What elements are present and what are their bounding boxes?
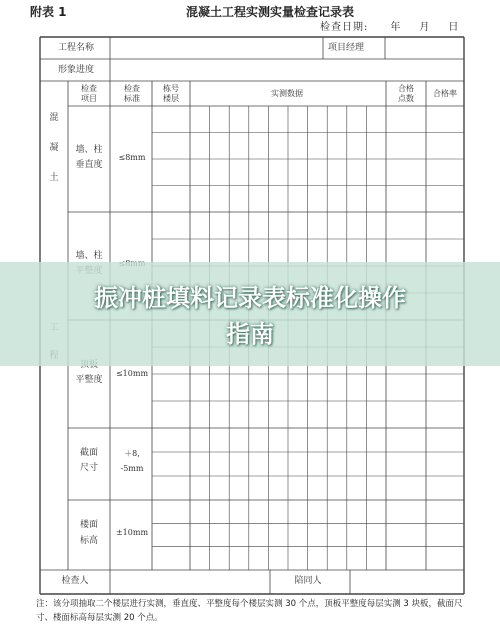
- header-pass-points-l2: 点数: [398, 94, 414, 103]
- row4-item-l2: 尺寸: [79, 463, 99, 473]
- row2-item-l1: 墙、柱: [75, 251, 103, 261]
- footnote: 注：该分项抽取二个楼层进行实测，垂直度、平整度每个楼层实测 30 个点，顶板平整度每层实测 3 块板，截面尺寸、楼面标高每层实测 20 个点。: [36, 599, 463, 623]
- project-manager-label: 项目经理: [327, 43, 365, 53]
- date-year: 年: [390, 22, 402, 33]
- row3-standard: ≤10mm: [115, 369, 149, 378]
- row5-item-l1: 楼面: [79, 520, 99, 530]
- svg-text:土: 土: [49, 173, 59, 183]
- row1-item-l2: 垂直度: [75, 160, 103, 170]
- document-title: 混凝土工程实测实量检查记录表: [186, 5, 355, 19]
- header-measured: 实测数据: [271, 89, 303, 98]
- svg-text:混: 混: [49, 113, 59, 123]
- header-item-l1: 检查: [81, 84, 97, 93]
- header-pass-points-l1: 合格: [398, 84, 414, 93]
- header-item-l2: 项目: [81, 94, 97, 103]
- row3-item-l2: 平整度: [75, 375, 103, 385]
- date-month: 月: [419, 22, 431, 33]
- row4-item-l1: 截面: [79, 448, 99, 458]
- header-pass-rate: 合格率: [433, 89, 457, 98]
- row1-item-l1: 墙、柱: [75, 145, 103, 155]
- project-name-label: 工程名称: [57, 43, 95, 53]
- date-label: 检查日期:: [320, 22, 369, 33]
- date-day: 日: [448, 22, 460, 33]
- row1-standard: ≤8mm: [118, 153, 146, 162]
- row4-standard-l1: ＋8,: [124, 449, 140, 458]
- progress-label: 形象进度: [57, 65, 95, 75]
- banner-title-line1: 振冲桩填料记录表标准化操作: [94, 284, 406, 312]
- row5-standard: ±10mm: [115, 528, 149, 537]
- banner-title-line2: 指南: [226, 320, 274, 348]
- row4-standard-l2: -5mm: [120, 464, 144, 473]
- header-standard-l2: 标准: [124, 94, 140, 103]
- banner-title: [0, 280, 500, 352]
- companion-label: 陪同人: [294, 576, 322, 586]
- svg-text:凝: 凝: [49, 143, 59, 153]
- header-floor-l2: 楼层: [163, 94, 179, 103]
- header-floor-l1: 栋号: [163, 84, 179, 93]
- attachment-label: 附表 1: [30, 5, 67, 19]
- row5-item-l2: 标高: [79, 536, 99, 546]
- inspector-label: 检查人: [61, 576, 89, 586]
- header-standard-l1: 检查: [124, 84, 140, 93]
